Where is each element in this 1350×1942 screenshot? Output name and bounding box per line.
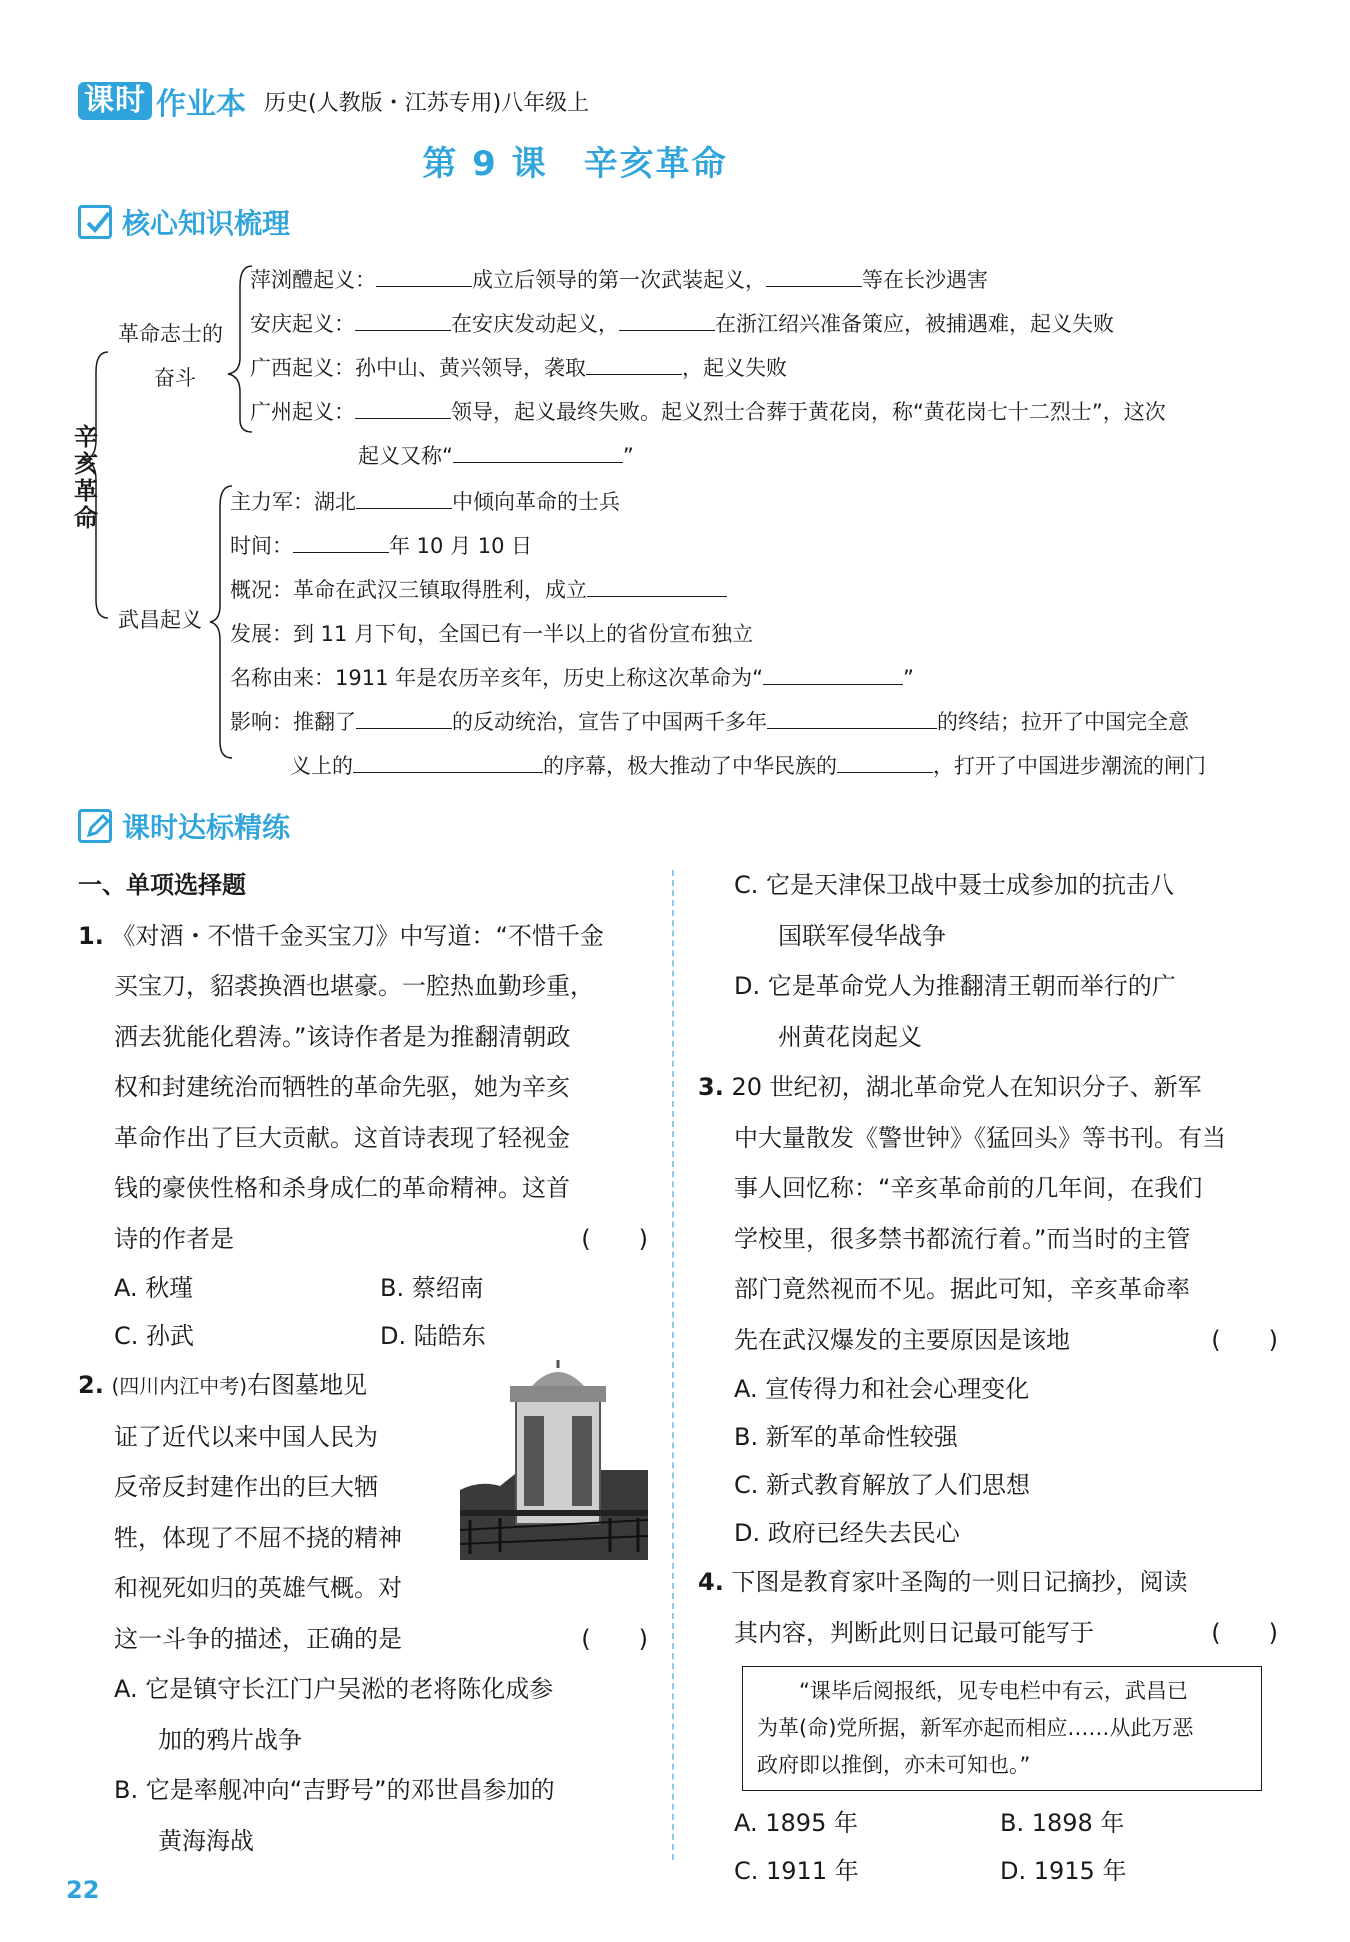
tree-text: 义上的 (290, 754, 353, 778)
tree-text: 在浙江绍兴准备策应，被捕遇难，起义失败 (715, 312, 1114, 336)
tree-item-influence-cont (290, 750, 1206, 780)
question-line: 权和封建统治而牺牲的革命先驱，她为辛亥 (114, 1073, 570, 1101)
section-header-practice (78, 804, 290, 848)
option-a[interactable]: A. 宣传得力和社会心理变化 (734, 1375, 1030, 1403)
tree-text: ” (903, 666, 914, 690)
question-line: 钱的豪侠性格和杀身成仁的革命精神。这首 (114, 1174, 570, 1202)
brand-logo-box: 课时 (78, 82, 152, 120)
tree-item-pingliuli (250, 264, 988, 294)
question-line: 中大量散发《警世钟》《猛回头》等书刊。有当 (734, 1123, 1226, 1152)
fill-blank[interactable] (586, 354, 682, 375)
fill-blank[interactable] (767, 708, 937, 729)
option-c[interactable] (698, 860, 1278, 911)
tree-item-name-origin (230, 662, 914, 692)
question-line (78, 911, 648, 962)
brand-logo-text: 作业本 (156, 87, 246, 122)
fill-blank[interactable] (766, 266, 862, 287)
question-line: 洒去犹能化碧涛。”该诗作者是为推翻清朝政 (114, 1022, 571, 1051)
options-row (698, 1847, 1278, 1895)
answer-paren[interactable]: ( ) (1211, 1325, 1278, 1354)
pencil-icon (78, 809, 112, 843)
question-line (698, 1608, 1278, 1659)
question-line (698, 1062, 1278, 1113)
question-text: 《对酒・不惜千金买宝刀》中写道：“不惜千金 (111, 921, 604, 950)
question-line: 买宝刀，貂裘换酒也堪豪。一腔热血勤珍重， (114, 972, 594, 1000)
tree-text: 安庆起义： (250, 312, 355, 336)
question-text: 先在武汉爆发的主要原因是该地 (734, 1325, 1070, 1354)
question-line (78, 1214, 648, 1265)
question-line: 革命作出了巨大贡献。这首诗表现了轻视金 (114, 1123, 570, 1152)
tree-item-time (230, 530, 532, 560)
monument-photo (460, 1360, 648, 1560)
option-c-cont: 国联军侵华战争 (778, 921, 946, 950)
tree-text: 时间： (230, 534, 293, 558)
option-text: D. 它是革命党人为推翻清王朝而举行的广 (734, 972, 1176, 1000)
tree-text: ，打开了中国进步潮流的闸门 (933, 754, 1206, 778)
tree-text: 的反动统治，宣告了中国两千多年 (452, 710, 767, 734)
tree-text: ” (622, 444, 634, 468)
question-text: 其内容，判断此则日记最可能写于 (734, 1618, 1094, 1647)
lesson-title: 第 9 课 辛亥革命 (422, 144, 728, 184)
tree-branch-2: 武昌起义 (118, 608, 202, 632)
left-column (78, 860, 648, 1866)
tree-text: 年 10 月 10 日 (389, 534, 533, 558)
tree-item-development (230, 618, 753, 648)
fill-blank[interactable] (837, 752, 933, 773)
tree-item-guangzhou (250, 396, 1166, 426)
diary-line: 为革(命)党所据，新军亦起而相应……从此万恶 (757, 1716, 1194, 1740)
tree-branch-1-line1: 革命志士的 (118, 322, 223, 346)
question-line (698, 1557, 1278, 1608)
question-text: 右图墓地见 (247, 1371, 368, 1399)
option-b[interactable] (78, 1765, 648, 1816)
tree-text: 等在长沙遇害 (862, 268, 988, 292)
question-line: 部门竟然视而不见。据此可知，辛亥革命率 (734, 1275, 1190, 1303)
option-b[interactable]: B. 新军的革命性较强 (734, 1423, 958, 1451)
answer-paren[interactable]: ( ) (1211, 1618, 1278, 1647)
question-4 (698, 1557, 1278, 1895)
tree-item-guangzhou-cont (358, 440, 634, 470)
section-title: 课时达标精练 (122, 811, 291, 844)
tree-text: 概况：革命在武汉三镇取得胜利，成立 (230, 578, 587, 602)
question-line (78, 1614, 648, 1665)
question-text: 20 世纪初，湖北革命党人在知识分子、新军 (731, 1073, 1202, 1101)
tree-item-guangxi (250, 352, 787, 382)
option-c[interactable]: C. 孙武 (114, 1322, 195, 1350)
question-text: 下图是教育家叶圣陶的一则日记摘抄，阅读 (731, 1568, 1188, 1596)
tree-text: 影响：推翻了 (230, 710, 356, 734)
options-row (78, 1312, 648, 1360)
tree-text: 广州起义： (250, 400, 355, 424)
option-c[interactable]: C. 1911 年 (734, 1857, 859, 1885)
knowledge-tree (0, 0, 1350, 800)
option-d-cont: 州黄花岗起义 (778, 1022, 922, 1051)
question-number: 3. (698, 1073, 724, 1101)
answer-paren[interactable]: ( ) (581, 1224, 648, 1253)
option-d[interactable]: D. 1915 年 (1000, 1857, 1127, 1885)
question-line: 反帝反封建作出的巨大牺 (114, 1473, 378, 1501)
part-title: 一、单项选择题 (78, 871, 246, 899)
tree-item-influence (230, 706, 1189, 736)
question-text: 诗的作者是 (114, 1224, 234, 1253)
option-d[interactable] (698, 961, 1278, 1012)
fill-blank[interactable] (376, 266, 472, 287)
tree-text: 发展：到 11 月下旬，全国已有一半以上的省份宣布独立 (230, 622, 754, 646)
question-text: 这一斗争的描述，正确的是 (114, 1624, 402, 1653)
question-line: 牲，体现了不屈不挠的精神 (114, 1523, 402, 1552)
fill-blank[interactable] (587, 576, 727, 597)
options-row (698, 1799, 1278, 1847)
diary-excerpt-box (742, 1666, 1262, 1791)
right-column (698, 860, 1278, 1895)
options-row (78, 1264, 648, 1312)
option-d[interactable]: D. 政府已经失去民心 (734, 1519, 960, 1547)
fill-blank[interactable] (355, 310, 451, 331)
option-a-cont: 加的鸦片战争 (158, 1725, 302, 1754)
question-line: 事人回忆称：“辛亥革命前的几年间，在我们 (734, 1174, 1203, 1202)
tree-root: 辛亥革命 (74, 423, 98, 532)
subject-label: 历史(人教版・江苏专用)八年级上 (264, 90, 590, 116)
question-number: 4. (698, 1568, 724, 1596)
question-line: 学校里，很多禁书都流行着。”而当时的主管 (734, 1224, 1191, 1253)
fill-blank[interactable] (356, 488, 452, 509)
tree-item-main-force (230, 486, 620, 516)
fill-blank[interactable] (619, 310, 715, 331)
option-a[interactable]: A. 秋瑾 (114, 1274, 194, 1302)
tree-text: 广西起义：孙中山、黄兴领导，袭取 (250, 356, 586, 380)
question-line: 证了近代以来中国人民为 (114, 1422, 378, 1451)
option-text: A. 它是镇守长江门户吴淞的老将陈化成参 (114, 1675, 554, 1703)
option-a[interactable] (78, 1664, 648, 1715)
question-number: 2. (78, 1371, 104, 1399)
question-3 (698, 1062, 1278, 1557)
answer-paren[interactable]: ( ) (581, 1624, 648, 1653)
fill-blank[interactable] (763, 664, 903, 685)
fill-blank[interactable] (356, 708, 452, 729)
page-number: 22 (66, 1876, 100, 1904)
option-b-cont: 黄海海战 (158, 1826, 254, 1855)
question-number: 1. (78, 921, 104, 950)
tree-text: ，起义失败 (682, 356, 787, 380)
option-b[interactable]: B. 蔡绍南 (380, 1274, 484, 1302)
section-title: 核心知识梳理 (122, 207, 291, 240)
option-b[interactable]: B. 1898 年 (1000, 1809, 1125, 1837)
fill-blank[interactable] (293, 532, 389, 553)
option-a[interactable]: A. 1895 年 (734, 1809, 858, 1837)
option-c[interactable]: C. 新式教育解放了人们思想 (734, 1471, 1031, 1499)
tree-text: 中倾向革命的士兵 (452, 490, 620, 514)
diary-line: “课毕后阅报纸，见专电栏中有云，武昌已 (799, 1679, 1188, 1703)
fill-blank[interactable] (353, 752, 543, 773)
question-line (698, 1315, 1278, 1366)
tree-text: 的序幕，极大推动了中华民族的 (543, 754, 837, 778)
tree-item-anqing (250, 308, 1114, 338)
tree-text: 领导，起义最终失败。起义烈士合葬于黄花岗，称“黄花岗七十二烈士”，这次 (451, 400, 1166, 424)
tree-text: 成立后领导的第一次武装起义， (472, 268, 766, 292)
tree-branch-1-line2: 奋斗 (154, 366, 196, 390)
option-text: B. 它是率舰冲向“吉野号”的邓世昌参加的 (114, 1776, 555, 1804)
tree-text: 萍浏醴起义： (250, 268, 376, 292)
tree-text: 的终结；拉开了中国完全意 (937, 710, 1189, 734)
column-divider (672, 870, 674, 1860)
question-2 (78, 1360, 648, 1866)
option-text: C. 它是天津保卫战中聂士成参加的抗击八 (734, 871, 1175, 899)
option-d[interactable]: D. 陆皓东 (380, 1322, 486, 1350)
tree-text: 在安庆发动起义， (451, 312, 619, 336)
tree-item-overview (230, 574, 727, 604)
question-line: 和视死如归的英雄气概。对 (114, 1574, 402, 1602)
fill-blank[interactable] (355, 398, 451, 419)
fill-blank[interactable] (453, 442, 623, 463)
question-1 (78, 911, 648, 1361)
diary-line: 政府即以推倒，亦未可知也。” (757, 1753, 1031, 1777)
question-source: (四川内江中考) (111, 1374, 248, 1398)
tree-text: 名称由来：1911 年是农历辛亥年，历史上称这次革命为“ (230, 666, 763, 690)
tree-text: 起义又称“ (358, 444, 453, 468)
tree-text: 主力军：湖北 (230, 490, 356, 514)
